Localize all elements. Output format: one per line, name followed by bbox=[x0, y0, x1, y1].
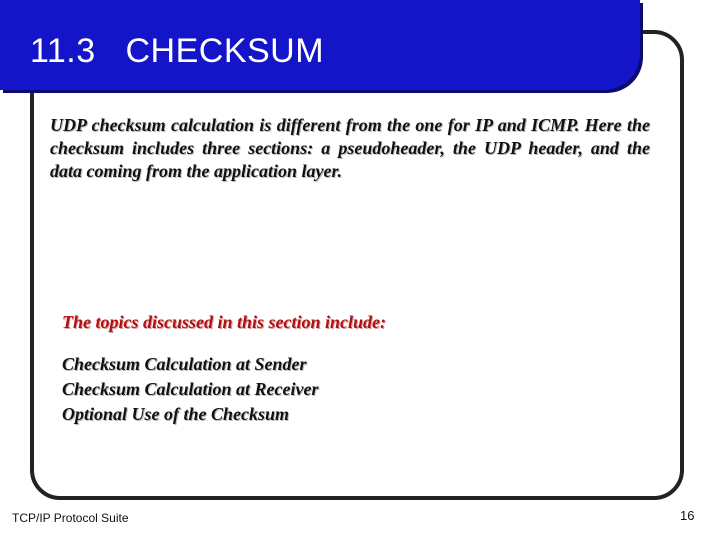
intro-paragraph: UDP checksum calculation is different from the one for IP and ICMP. Here the checksum includes three sections: a pseudoheader, the UDP header, and the data coming from the application layer. bbox=[50, 115, 650, 181]
topics-heading: The topics discussed in this section include: bbox=[62, 312, 387, 332]
topic-item: Optional Use of the Checksum bbox=[62, 404, 290, 424]
slide-title: 11.3 CHECKSUM bbox=[30, 32, 325, 70]
topic-list bbox=[62, 352, 319, 427]
content-frame bbox=[30, 30, 684, 500]
title-bar bbox=[0, 0, 640, 90]
footer-text: TCP/IP Protocol Suite bbox=[12, 511, 129, 525]
topic-item: Checksum Calculation at Receiver bbox=[62, 379, 319, 399]
topic-item: Checksum Calculation at Sender bbox=[62, 354, 307, 374]
page-number: 16 bbox=[680, 508, 695, 523]
